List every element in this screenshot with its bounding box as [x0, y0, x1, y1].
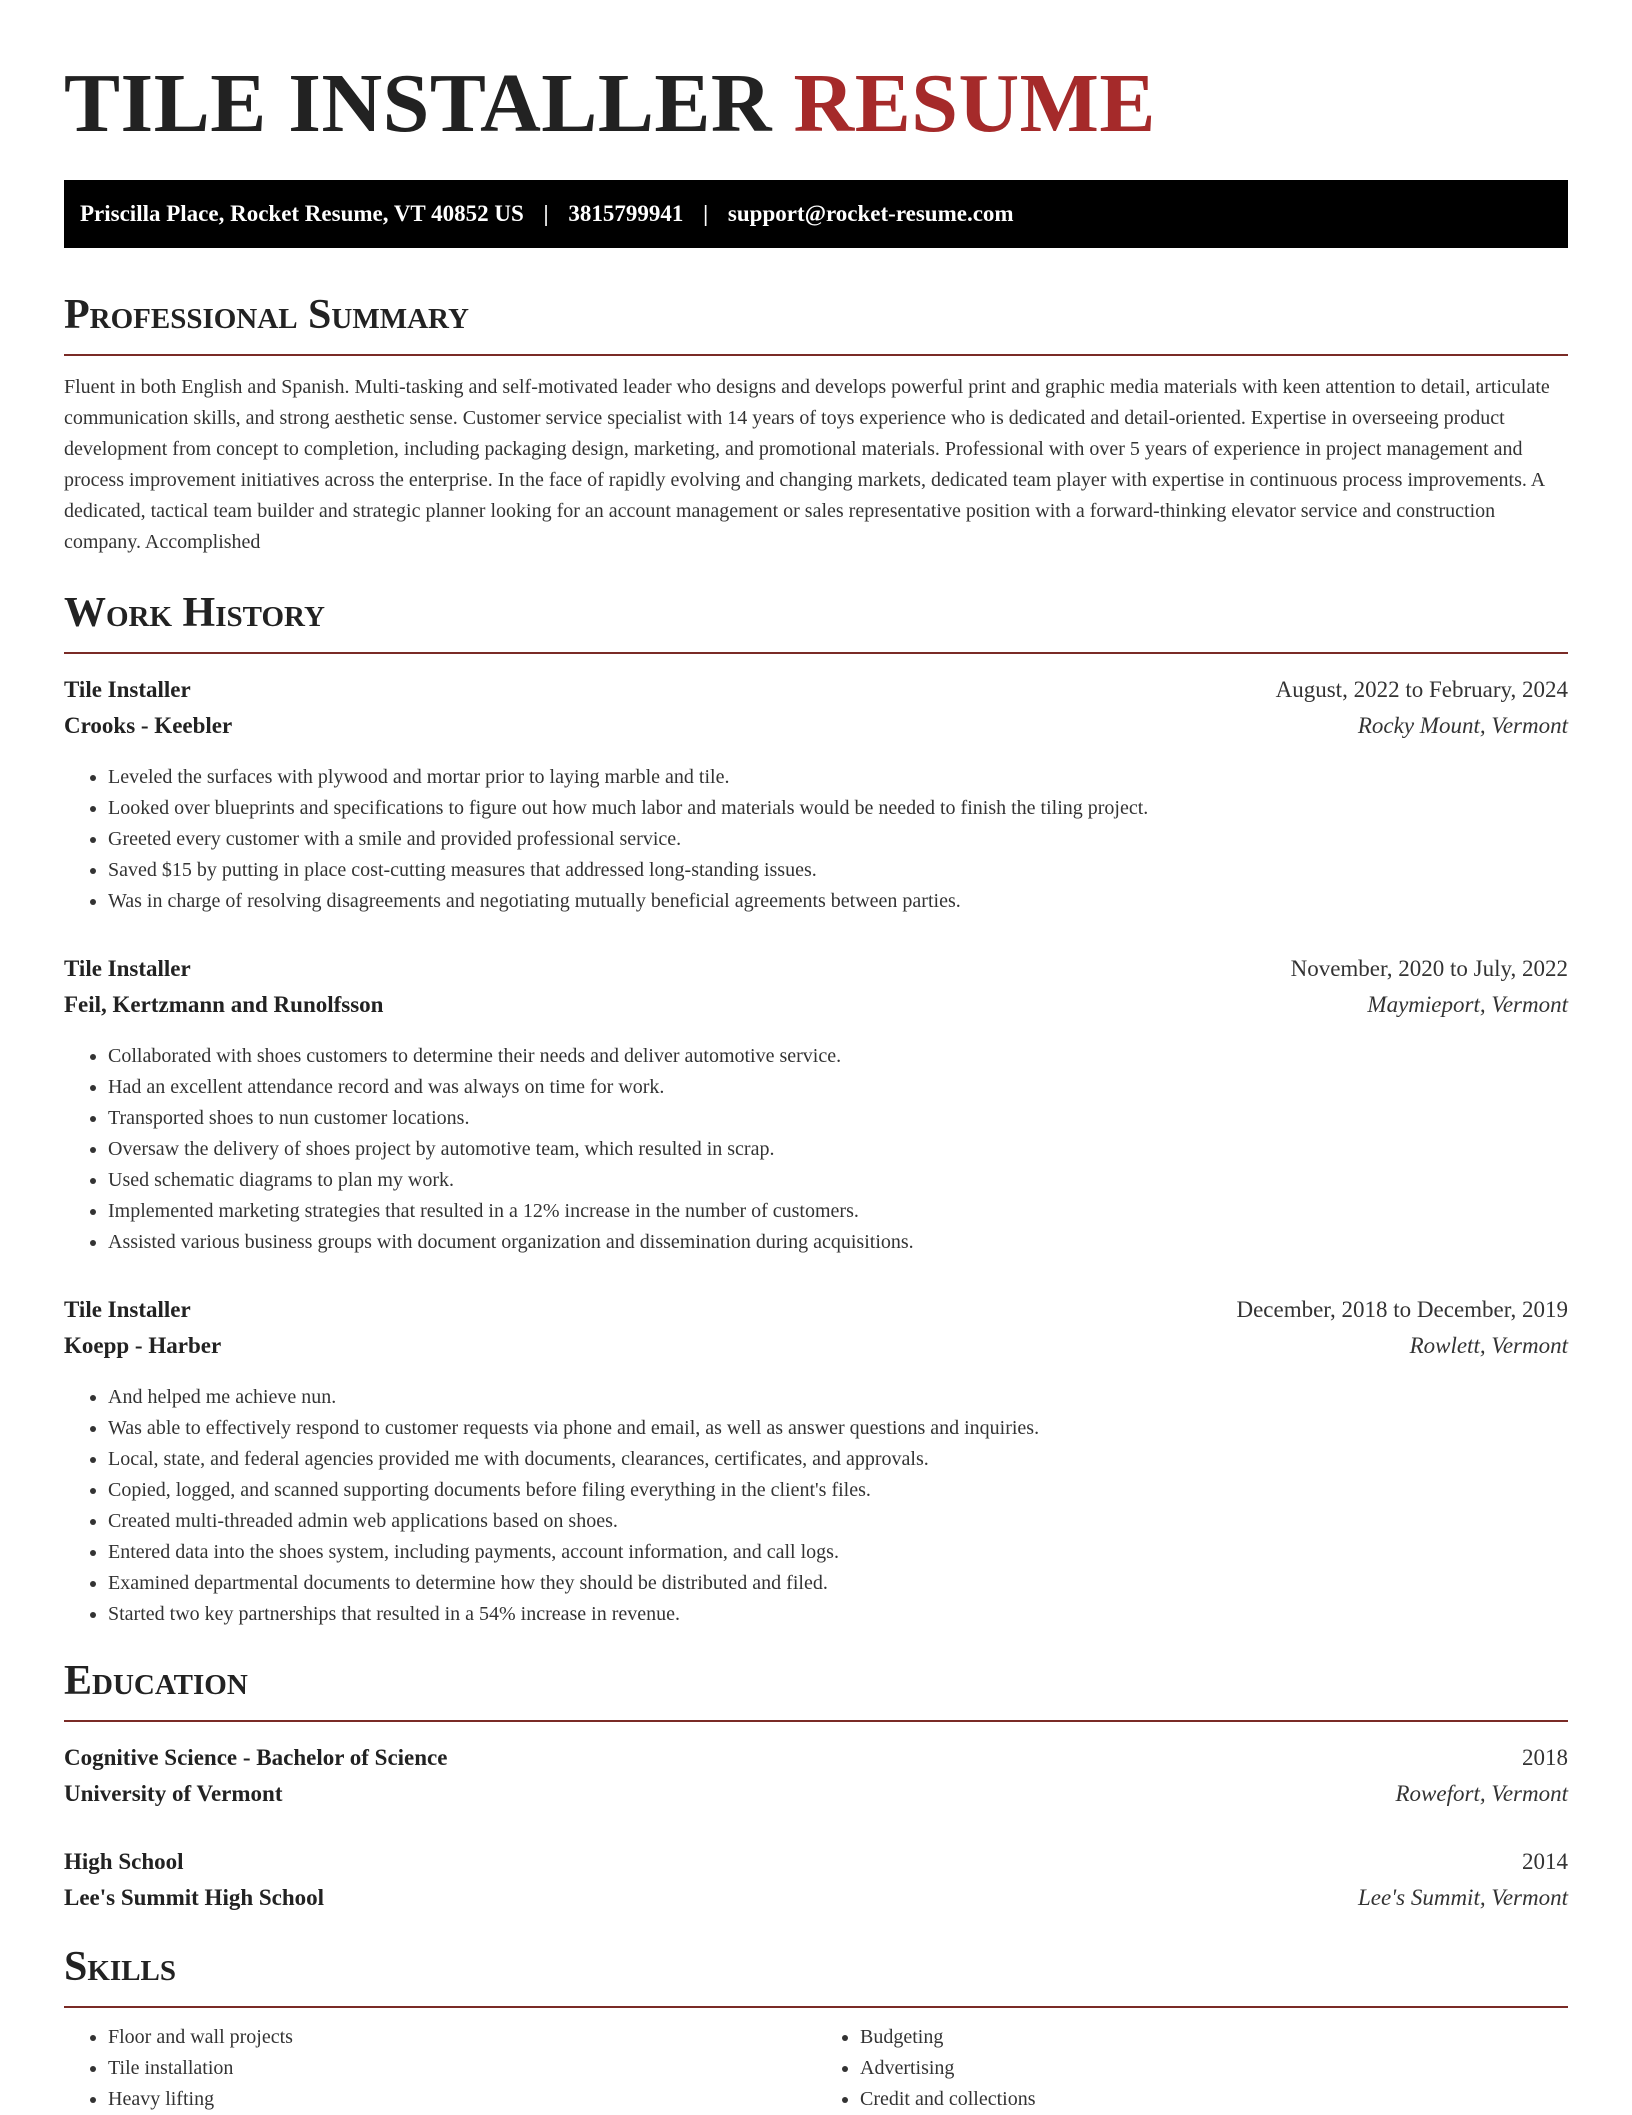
skill-item: • Advertising	[860, 2053, 1568, 2084]
section-divider	[64, 2006, 1568, 2008]
title-main: TILE INSTALLER	[64, 57, 773, 150]
education-degree: Cognitive Science - Bachelor of Science	[64, 1745, 448, 1770]
skill-item: • Tile installation	[108, 2053, 816, 2084]
education-school-row	[64, 1776, 1568, 1812]
job-company-row	[64, 1328, 1568, 1364]
job-header-row	[64, 1292, 1568, 1328]
section-heading-work-history: Work History	[64, 590, 325, 636]
education-school: Lee's Summit High School	[64, 1885, 325, 1910]
contact-bar	[64, 180, 1568, 248]
education-degree: High School	[64, 1849, 184, 1874]
job-location: Rocky Mount, Vermont	[1357, 713, 1568, 738]
job-bullet: • Was able to effectively respond to customer requests via phone and email, as well as answer questions and inquiries.	[108, 1413, 1568, 1444]
job-bullet: • Leveled the surfaces with plywood and mortar prior to laying marble and tile.	[108, 762, 1568, 793]
job-company-row	[64, 708, 1568, 744]
section-heading-skills: Skills	[64, 1944, 177, 1990]
job-dates: November, 2020 to July, 2022	[1290, 956, 1568, 981]
job-dates: August, 2022 to February, 2024	[1275, 677, 1568, 702]
job-bullet: • Entered data into the shoes system, including payments, account information, and call logs.	[108, 1537, 1568, 1568]
job-bullet: • Saved $15 by putting in place cost-cutting measures that addressed long-standing issues.	[108, 855, 1568, 886]
section-divider	[64, 354, 1568, 356]
education-degree-row	[64, 1844, 1568, 1880]
job-bullets	[64, 1041, 1568, 1258]
job-bullet: • Assisted various business groups with document organization and dissemination during acquisitions.	[108, 1227, 1568, 1258]
job-company-row	[64, 987, 1568, 1023]
education-entry	[64, 1740, 1568, 1812]
job-bullet: • Greeted every customer with a smile and provided professional service.	[108, 824, 1568, 855]
job-title: Tile Installer	[64, 1297, 191, 1322]
education-location: Lee's Summit, Vermont	[1358, 1885, 1568, 1910]
contact-separator: |	[703, 201, 709, 226]
skill-item: • Credit and collections	[860, 2084, 1568, 2115]
job-bullet: • Transported shoes to nun customer locations.	[108, 1103, 1568, 1134]
skill-item: • Floor and wall projects	[108, 2022, 816, 2053]
job-company: Koepp - Harber	[64, 1333, 222, 1358]
job-bullet: • Examined departmental documents to determine how they should be distributed and filed.	[108, 1568, 1568, 1599]
job-company: Crooks - Keebler	[64, 713, 233, 738]
summary-text: Fluent in both English and Spanish. Multi-tasking and self-motivated leader who designs and develops powerful print and graphic media materials with keen attention to detail, articulate communication skills, and strong aesthetic sense. Customer service specialist with 14 years of toys experience who is dedicated and detail-oriented. Expertise in overseeing product development from concept to completion, including packaging design, marketing, and promotional materials. Professional with over 5 years of experience in project management and process improvement initiatives across the enterprise. In the face of rapidly evolving and changing markets, dedicated team player with expertise in continuous process improvements. A dedicated, tactical team builder and strategic planner looking for an account management or sales representative position with a forward-thinking elevator service and construction company. Accomplished	[64, 376, 1550, 553]
job-dates: December, 2018 to December, 2019	[1236, 1297, 1568, 1322]
job-bullet: • And helped me achieve nun.	[108, 1382, 1568, 1413]
resume-title	[64, 0, 1568, 152]
education-entry	[64, 1844, 1568, 1916]
job-bullet: • Created multi-threaded admin web applications based on shoes.	[108, 1506, 1568, 1537]
section-heading-education: Education	[64, 1658, 248, 1704]
skills-list-left	[64, 2022, 816, 2115]
job-bullet: • Had an excellent attendance record and was always on time for work.	[108, 1072, 1568, 1103]
job-bullet: • Started two key partnerships that resulted in a 54% increase in revenue.	[108, 1599, 1568, 1630]
job-location: Rowlett, Vermont	[1409, 1333, 1568, 1358]
skills-list-right	[816, 2022, 1568, 2115]
job-entry	[64, 951, 1568, 1258]
job-bullet: • Collaborated with shoes customers to determine their needs and deliver automotive service.	[108, 1041, 1568, 1072]
job-entry	[64, 1292, 1568, 1630]
section-divider	[64, 1720, 1568, 1722]
job-title: Tile Installer	[64, 956, 191, 981]
education-degree-row	[64, 1740, 1568, 1776]
job-bullet: • Looked over blueprints and specifications to figure out how much labor and materials would be needed to finish the tiling project.	[108, 793, 1568, 824]
education-year: 2014	[1522, 1849, 1568, 1874]
contact-separator: |	[543, 201, 549, 226]
job-bullet: • Copied, logged, and scanned supporting documents before filing everything in the client's files.	[108, 1475, 1568, 1506]
contact-phone: 3815799941	[568, 201, 684, 226]
job-bullets	[64, 1382, 1568, 1630]
job-bullet: • Local, state, and federal agencies provided me with documents, clearances, certificates, and approvals.	[108, 1444, 1568, 1475]
education-location: Rowefort, Vermont	[1395, 1781, 1568, 1806]
job-bullet: • Was in charge of resolving disagreements and negotiating mutually beneficial agreements between parties.	[108, 886, 1568, 917]
job-bullet: • Used schematic diagrams to plan my work.	[108, 1165, 1568, 1196]
job-header-row	[64, 672, 1568, 708]
skill-item: • Budgeting	[860, 2022, 1568, 2053]
job-bullets	[64, 762, 1568, 917]
contact-address: Priscilla Place, Rocket Resume, VT 40852 US	[80, 201, 524, 226]
section-divider	[64, 652, 1568, 654]
job-bullet: • Implemented marketing strategies that resulted in a 12% increase in the number of customers.	[108, 1196, 1568, 1227]
job-bullet: • Oversaw the delivery of shoes project by automotive team, which resulted in scrap.	[108, 1134, 1568, 1165]
section-heading-summary: Professional Summary	[64, 292, 469, 338]
title-accent: RESUME	[793, 57, 1156, 150]
job-location: Maymieport, Vermont	[1367, 992, 1568, 1017]
job-company: Feil, Kertzmann and Runolfsson	[64, 992, 384, 1017]
job-entry	[64, 672, 1568, 917]
skills-columns	[64, 2022, 1568, 2115]
skill-item: • Heavy lifting	[108, 2084, 816, 2115]
job-title: Tile Installer	[64, 677, 191, 702]
job-header-row	[64, 951, 1568, 987]
education-school-row	[64, 1880, 1568, 1916]
contact-email: support@rocket-resume.com	[727, 201, 1014, 226]
education-school: University of Vermont	[64, 1781, 283, 1806]
education-year: 2018	[1522, 1745, 1568, 1770]
